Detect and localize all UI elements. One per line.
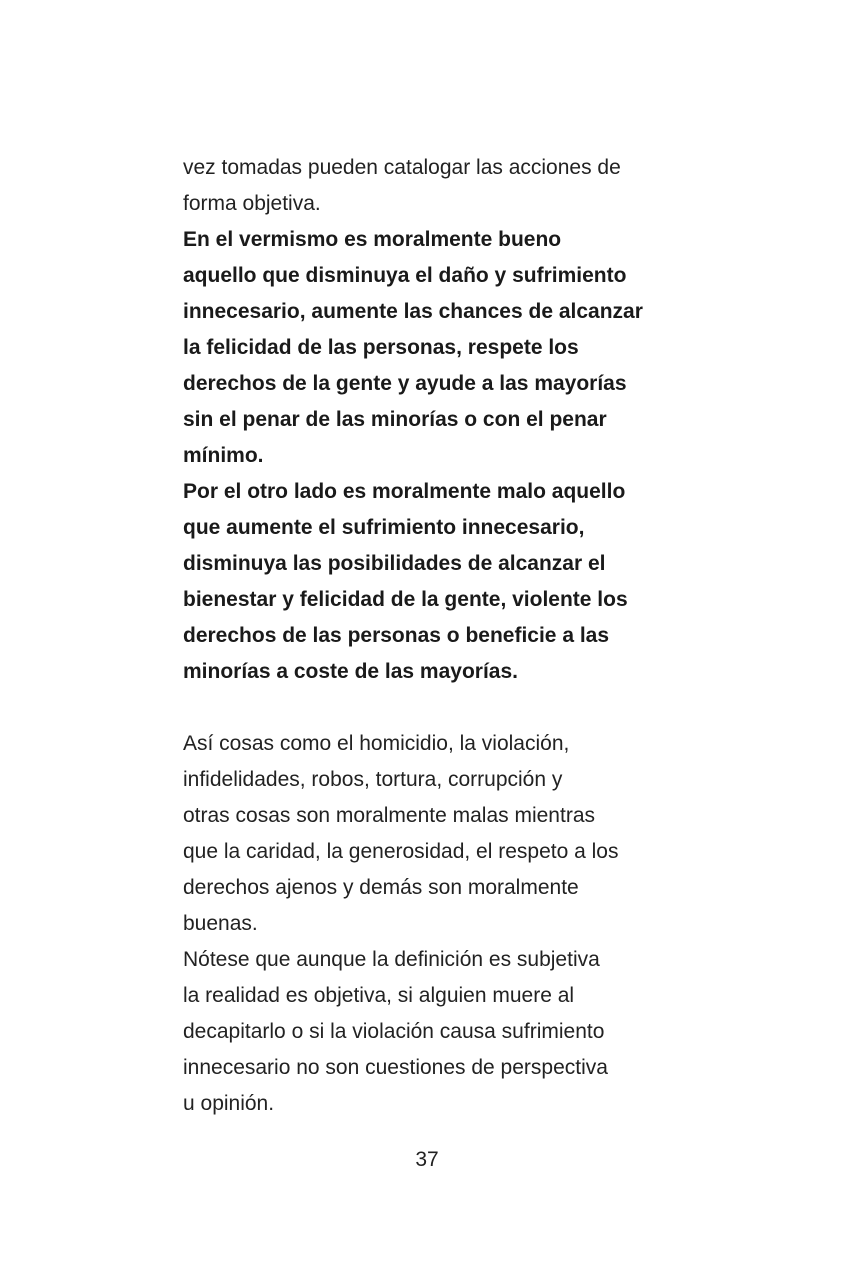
text-line: derechos ajenos y demás son moralmente <box>183 876 579 899</box>
text-line: que la caridad, la generosidad, el respeto a los <box>183 840 619 863</box>
text-line: innecesario no son cuestiones de perspectiva <box>183 1056 608 1079</box>
text-line: vez tomadas pueden catalogar las acciones de <box>183 156 621 179</box>
text-line: sin el penar de las minorías o con el penar <box>183 408 607 431</box>
body-text <box>183 150 683 1122</box>
paragraph-examples <box>183 726 683 942</box>
text-line: innecesario, aumente las chances de alcanzar <box>183 300 643 323</box>
paragraph-spacer <box>183 690 683 726</box>
text-line: En el vermismo es moralmente bueno <box>183 228 562 251</box>
text-line: Nótese que aunque la definición es subjetiva <box>183 948 600 971</box>
text-line: infidelidades, robos, tortura, corrupción y <box>183 768 563 791</box>
paragraph-intro <box>183 150 683 222</box>
text-line: derechos de la gente y ayude a las mayorías <box>183 372 627 395</box>
text-line: la felicidad de las personas, respete los <box>183 336 579 359</box>
text-line: u opinión. <box>183 1092 275 1115</box>
paragraph-good-definition <box>183 222 683 474</box>
text-line: disminuya las posibilidades de alcanzar el <box>183 552 606 575</box>
page-number: 37 <box>415 1148 439 1171</box>
text-line: Así cosas como el homicidio, la violación, <box>183 732 570 755</box>
text-line: mínimo. <box>183 444 264 467</box>
text-line: otras cosas son moralmente malas mientras <box>183 804 595 827</box>
text-line: aquello que disminuya el daño y sufrimiento <box>183 264 627 287</box>
paragraph-note <box>183 942 683 1122</box>
paragraph-bad-definition <box>183 474 683 690</box>
text-line: que aumente el sufrimiento innecesario, <box>183 516 585 539</box>
text-line: derechos de las personas o beneficie a las <box>183 624 610 647</box>
text-line: buenas. <box>183 912 258 935</box>
text-line: Por el otro lado es moralmente malo aquello <box>183 480 626 503</box>
text-line: la realidad es objetiva, si alguien muere al <box>183 984 575 1007</box>
text-line: minorías a coste de las mayorías. <box>183 660 518 683</box>
text-line: forma objetiva. <box>183 192 321 215</box>
text-line: bienestar y felicidad de la gente, violente los <box>183 588 628 611</box>
text-line: decapitarlo o si la violación causa sufrimiento <box>183 1020 605 1043</box>
